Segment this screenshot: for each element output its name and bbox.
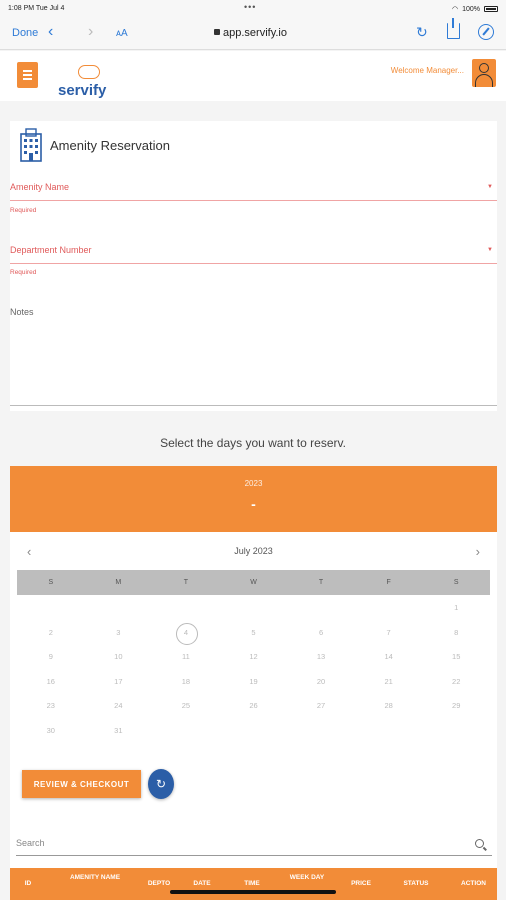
logo-text: servify [58,82,107,99]
calendar-year[interactable]: 2023 [244,479,263,488]
building-icon [20,128,42,162]
table-column-header[interactable]: DATE [193,880,211,887]
battery-icon [484,6,498,12]
calendar-empty-cell [220,596,288,621]
calendar [10,532,497,754]
refresh-icon[interactable]: ↻ [148,769,174,799]
calendar-day[interactable]: 13 [316,652,326,661]
cloud-icon [78,65,100,79]
text-size-button[interactable]: ᴀA [116,28,128,39]
calendar-empty-cell [287,596,355,621]
forward-chevron-icon[interactable]: › [88,23,94,40]
hamburger-menu-button[interactable] [17,62,38,88]
calendar-day[interactable]: 15 [452,652,461,661]
calendar-day[interactable]: 8 [454,627,459,637]
page-title-text: Amenity Reservation [50,137,170,153]
welcome-text[interactable]: Welcome Manager... [390,66,464,75]
status-bar [0,0,506,18]
calendar-day[interactable]: 23 [46,701,55,710]
calendar-day[interactable]: 5 [251,627,256,637]
calendar-day[interactable]: 30 [46,725,55,735]
calendar-day[interactable]: 19 [249,676,258,686]
calendar-empty-cell [355,596,423,621]
calendar-day[interactable]: 2 [48,627,53,637]
calendar-day[interactable]: 7 [386,627,391,637]
address-bar[interactable] [214,27,287,39]
calendar-day[interactable]: 28 [384,701,393,710]
amenity-name-label: Amenity Name [10,182,70,192]
servify-logo[interactable] [58,65,118,101]
weekday-label: M [115,579,122,586]
prev-month-chevron-icon[interactable]: ‹ [27,544,32,559]
calendar-day[interactable]: 27 [316,701,326,710]
status-right [452,5,498,13]
share-icon[interactable] [447,23,460,39]
calendar-day[interactable]: 1 [454,603,459,612]
table-column-header[interactable]: ACTION [461,880,486,887]
weekday-label: T [318,579,324,586]
browser-toolbar [0,18,506,50]
reload-icon[interactable]: ↻ [416,24,428,40]
reservation-form-card [10,121,497,411]
calendar-day[interactable]: 11 [182,652,190,661]
calendar-empty-cell [85,596,153,621]
calendar-day[interactable]: 25 [181,701,191,710]
department-required-hint: Required [10,269,37,276]
table-column-header[interactable]: AMENITY NAME [69,874,121,881]
calendar-empty-cell [17,596,85,621]
status-time: 1:08 PM Tue Jul 4 [8,5,65,12]
wifi-icon: ◠ [451,6,459,13]
calendar-empty-cell [152,596,220,621]
calendar-day[interactable]: 10 [114,652,123,661]
department-number-label: Department Number [10,245,92,255]
home-indicator [170,890,336,894]
next-month-chevron-icon[interactable]: › [475,544,480,559]
weekday-label: F [386,579,391,586]
calendar-day[interactable]: 6 [318,627,324,637]
search-field [16,834,492,856]
table-column-header[interactable]: WEEK DAY [289,874,325,881]
table-column-header[interactable]: STATUS [403,880,429,887]
page-title [20,125,170,165]
calendar-day[interactable]: 16 [46,676,55,686]
weekday-header-row [17,570,490,595]
review-checkout-button[interactable]: REVIEW & CHECKOUT [22,770,141,798]
table-column-header[interactable]: TIME [244,880,260,887]
select-days-prompt: Select the days you want to reserv. [160,436,346,450]
selected-date-display: - [251,496,256,512]
calendar-day[interactable]: 26 [249,701,258,710]
reservations-table-header [10,868,497,900]
dropdown-caret-icon[interactable]: ▼ [487,184,493,190]
amenity-required-hint: Required [10,207,37,214]
calendar-day[interactable]: 20 [316,676,326,686]
multitask-dots-icon[interactable]: ••• [244,2,257,12]
dropdown-caret-icon[interactable]: ▼ [487,247,493,253]
url-text: app.servify.io [223,27,287,39]
weekday-label: W [250,579,257,586]
notes-underline [10,405,497,406]
calendar-day[interactable]: 17 [114,676,123,686]
calendar-day[interactable]: 12 [249,652,258,661]
calendar-day[interactable]: 18 [181,676,191,686]
search-icon[interactable] [475,839,484,848]
weekday-label: T [183,579,189,586]
table-column-header[interactable]: PRICE [351,880,371,887]
calendar-day[interactable]: 29 [452,701,461,710]
calendar-day[interactable]: 21 [384,676,393,686]
compass-icon[interactable] [478,24,494,40]
calendar-day[interactable]: 31 [114,725,123,735]
calendar-day[interactable]: 14 [384,652,393,661]
search-input[interactable] [16,838,456,848]
back-chevron-icon[interactable]: ‹ [48,23,54,40]
user-avatar-icon[interactable] [472,59,496,87]
calendar-month: July 2023 [234,546,273,556]
lock-icon [214,29,220,35]
table-column-header[interactable]: ID [24,880,32,887]
done-button[interactable]: Done [12,27,39,39]
calendar-day[interactable]: 4 [152,621,220,646]
calendar-day[interactable]: 24 [114,701,123,710]
table-column-header[interactable]: DEPTO [147,880,171,887]
app-header [0,51,506,101]
calendar-header [10,466,497,532]
calendar-day[interactable]: 3 [116,627,121,637]
calendar-days-grid [17,596,490,743]
weekday-label: S [48,579,54,586]
battery-percent: 100% [462,5,480,13]
weekday-label: S [453,579,459,586]
calendar-day[interactable]: 9 [48,652,53,661]
notes-field[interactable]: Notes [10,307,34,317]
calendar-day[interactable]: 22 [452,676,461,686]
